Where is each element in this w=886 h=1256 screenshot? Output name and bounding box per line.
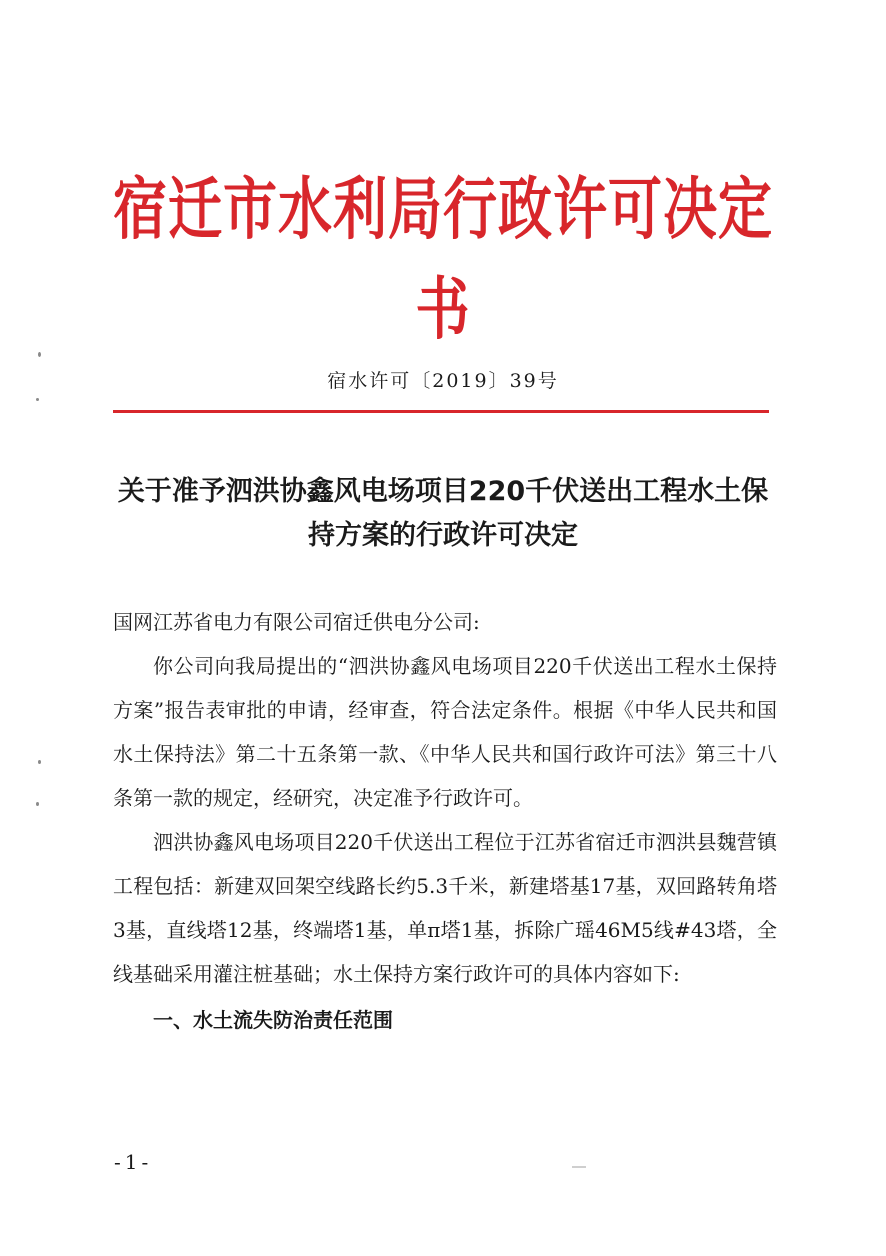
scan-speck bbox=[572, 1166, 586, 1168]
scan-speck bbox=[36, 398, 39, 401]
section-heading: 一、水土流失防治责任范围 bbox=[153, 1008, 393, 1032]
scan-speck bbox=[38, 352, 41, 357]
red-divider-line bbox=[113, 410, 769, 413]
issuer-header-title: 宿迁市水利局行政许可决定书 bbox=[113, 170, 773, 349]
subject-title: 关于准予泗洪协鑫风电场项目220千伏送出工程水土保持方案的行政许可决定 bbox=[117, 476, 769, 551]
scan-speck bbox=[38, 760, 41, 764]
document-number: 宿水许可〔2019〕39号 bbox=[327, 370, 559, 392]
body-paragraph: 你公司向我局提出的“泗洪协鑫风电场项目220千伏送出工程水土保持方案”报告表审批的申请，经审查，符合法定条件。根据《中华人民共和国水土保持法》第二十五条第一款、《中华人民共和国行政许可法》第三十八条第一款的规定，经研究，决定准予行政许可。 bbox=[113, 654, 777, 810]
body-paragraph: 泗洪协鑫风电场项目220千伏送出工程位于江苏省宿迁市泗洪县魏营镇工程包括：新建双回架空线路长约5.3千米，新建塔基17基，双回路转角塔3基，直线塔12基，终端塔1基，单π塔1基，拆除广瑶46M5线#43塔，全线基础采用灌注桩基础；水土保持方案行政许可的具体内容如下: bbox=[113, 830, 777, 986]
page-number: -1- bbox=[114, 1150, 153, 1174]
addressee: 国网江苏省电力有限公司宿迁供电分公司: bbox=[113, 610, 480, 634]
document-body bbox=[113, 600, 777, 1042]
scan-speck bbox=[36, 802, 39, 806]
